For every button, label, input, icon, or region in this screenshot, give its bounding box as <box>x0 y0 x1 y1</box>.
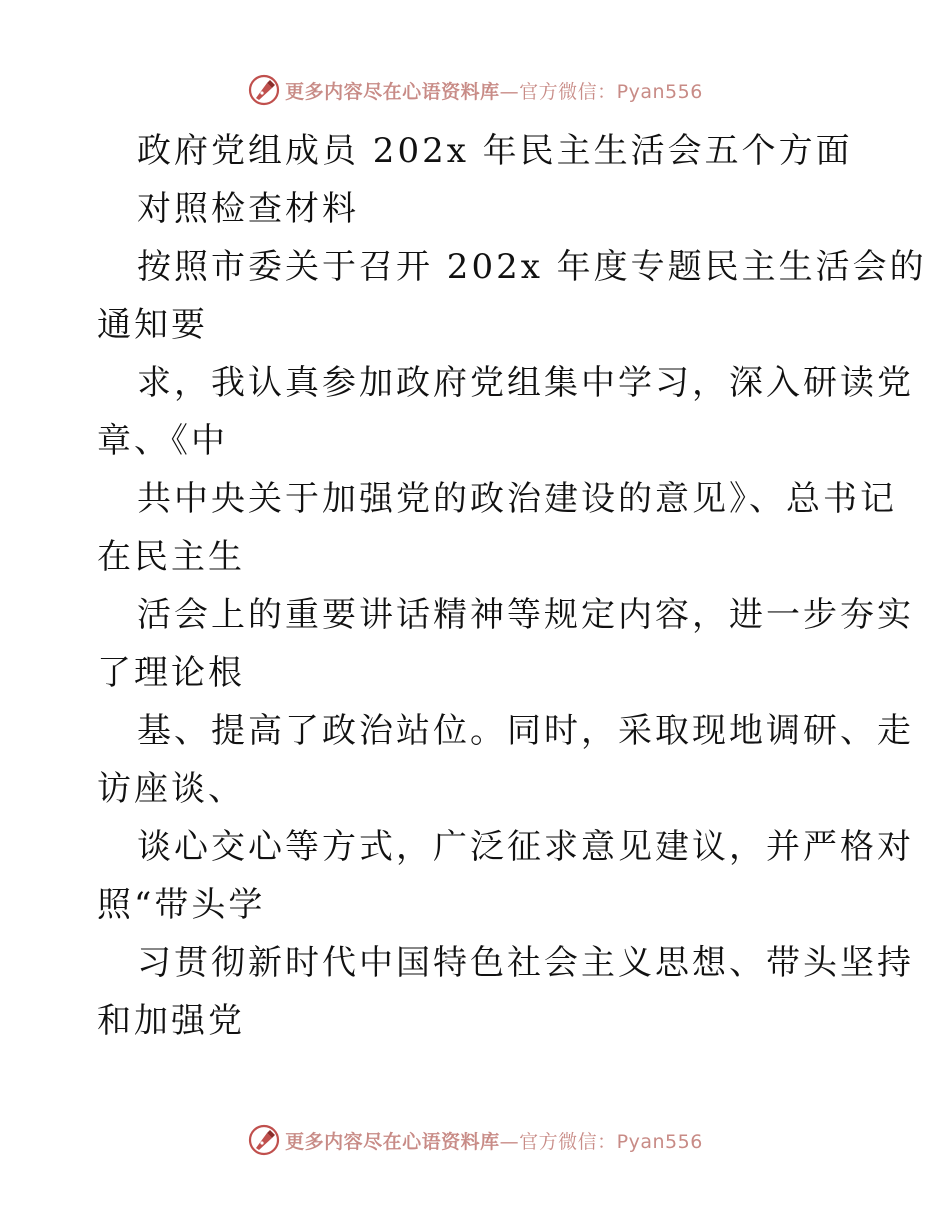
text-line: 访座谈、 <box>97 769 245 809</box>
document-body <box>97 122 927 1050</box>
text-line: 谈心交心等方式，广泛征求意见建议，并严格对 <box>137 827 914 867</box>
header-banner-tail: —官方微信：Pyan556 <box>499 80 703 103</box>
text-line: 照“带头学 <box>97 885 266 925</box>
header-banner-text <box>285 77 703 104</box>
text-line: 和加强党 <box>97 1001 245 1041</box>
header-banner-main: 更多内容尽在心语资料库 <box>285 80 500 103</box>
pen-nib-logo-icon <box>247 73 281 107</box>
text-line: 了理论根 <box>97 653 245 693</box>
footer-banner-text <box>285 1127 703 1154</box>
footer-banner-tail: —官方微信：Pyan556 <box>499 1130 703 1153</box>
pen-nib-logo-icon <box>247 1123 281 1157</box>
footer-watermark-banner <box>0 1120 950 1160</box>
text-line: 章、《中 <box>97 421 228 461</box>
header-watermark-banner <box>0 70 950 110</box>
text-line: 政府党组成员 202x 年民主生活会五个方面 <box>137 131 853 171</box>
text-line: 对照检查材料 <box>137 189 359 229</box>
text-line: 活会上的重要讲话精神等规定内容，进一步夯实 <box>137 595 914 635</box>
text-line: 习贯彻新时代中国特色社会主义思想、带头坚持 <box>137 943 914 983</box>
text-line: 求，我认真参加政府党组集中学习，深入研读党 <box>137 363 914 403</box>
text-line: 通知要 <box>97 305 208 345</box>
text-line: 按照市委关于召开 202x 年度专题民主生活会的 <box>137 247 927 287</box>
text-line: 共中央关于加强党的政治建设的意见》、总书记 <box>137 479 897 519</box>
text-line: 在民主生 <box>97 537 245 577</box>
text-line: 基、提高了政治站位。同时，采取现地调研、走 <box>137 711 914 751</box>
footer-banner-main: 更多内容尽在心语资料库 <box>285 1130 500 1153</box>
